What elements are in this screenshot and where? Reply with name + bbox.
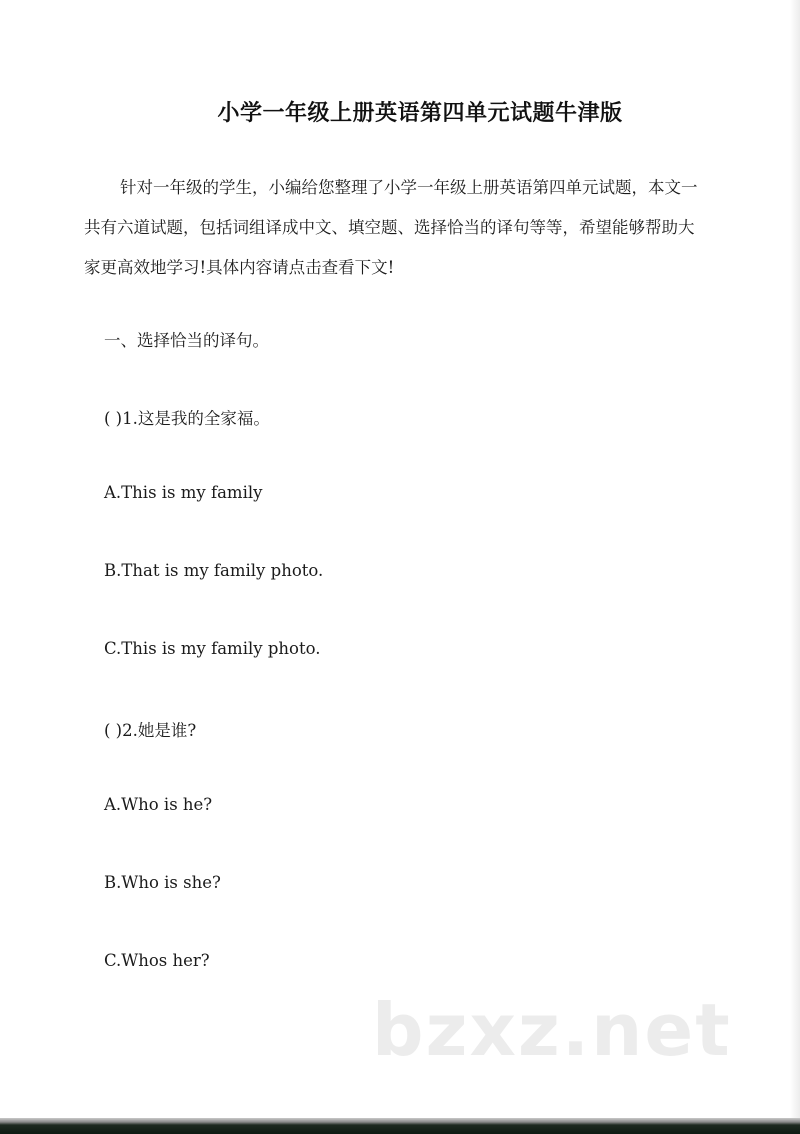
- question-2-option-b: B.Who is she?: [104, 873, 221, 892]
- question-2-stem: ( )2.她是谁?: [104, 721, 197, 740]
- question-2-option-a: A.Who is he?: [104, 795, 213, 814]
- page-edge-shadow: [790, 0, 800, 1118]
- document-title: 小学一年级上册英语第四单元试题牛津版: [217, 101, 623, 126]
- bottom-edge-bar: [0, 1118, 800, 1134]
- intro-paragraph: 针对一年级的学生，小编给您整理了小学一年级上册英语第四单元试题，本文一共有六道试题，包括词组译成中文、填空题、选择恰当的译句等等，希望能够帮助大家更高效地学习!具体内容请点击查看下文!: [84, 178, 698, 277]
- question-1-option-a: A.This is my family: [104, 483, 263, 502]
- question-1-option-b: B.That is my family photo.: [104, 561, 324, 580]
- question-1-option-c: C.This is my family photo.: [104, 639, 321, 658]
- watermark-text: bzxz.net: [372, 988, 732, 1072]
- section-heading: 一、选择恰当的译句。: [104, 331, 269, 350]
- question-2-option-c: C.Whos her?: [104, 951, 210, 970]
- question-1-stem: ( )1.这是我的全家福。: [104, 409, 270, 428]
